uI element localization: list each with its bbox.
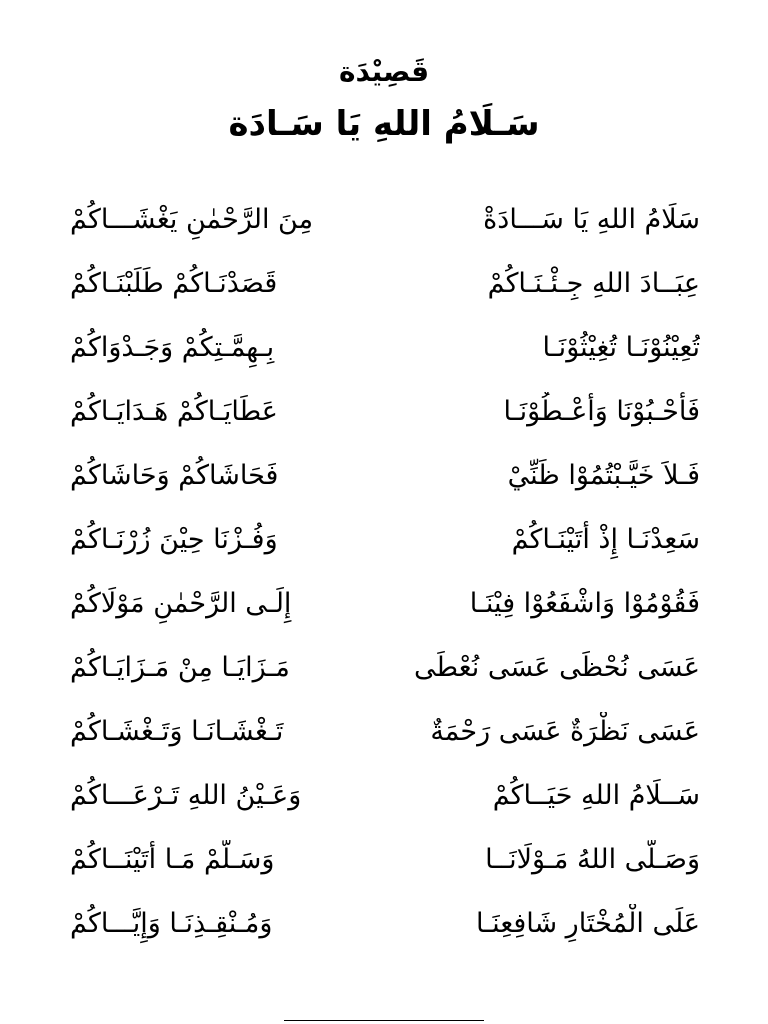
verse-first-hemistich: عَلَى الْمُخْتَارِ شَافِعِنَـا <box>476 908 700 939</box>
verse-second-hemistich: قَصَدْنَـاكُمْ طَلَبْنَـاكُمْ <box>70 268 278 299</box>
verse-first-hemistich: عَسَى نُحْظَى عَسَى نُعْطَى <box>414 652 700 683</box>
verse-first-hemistich: سَلَامُ اللهِ يَا سَـــادَةْ <box>483 204 700 235</box>
verse-second-hemistich: إِلَـى الرَّحْمٰنِ مَوْلَاكُمْ <box>70 588 292 619</box>
verse-second-hemistich: تَـغْشَـانَـا وَتَـغْشَـاكُمْ <box>70 716 284 747</box>
verse-second-hemistich: وَفُـزْنَا حِيْنَ زُرْنَـاكُمْ <box>70 524 278 555</box>
verse-first-hemistich: وَصَـلَّى اللهُ مَـوْلَانَــا <box>485 844 700 875</box>
verse-row <box>70 316 700 380</box>
verse-second-hemistich: مَـزَايَـا مِنْ مَـزَايَـاكُمْ <box>70 652 290 683</box>
verse-first-hemistich: سَعِدْنَـا إِذْ أَتَيْنَـاكُمْ <box>511 524 700 555</box>
verse-row <box>70 252 700 316</box>
verse-first-hemistich: فَـلاَ خَيَّـبْتُمُوْا ظَنِّيْ <box>507 460 700 491</box>
verse-first-hemistich: فَقُوْمُوْا وَاشْفَعُوْا فِيْنَـا <box>469 588 700 619</box>
verse-first-hemistich: فَأَحْـبُوْنَا وَأَعْـطُوْنَـا <box>503 396 700 427</box>
verse-first-hemistich: تُعِيْنُوْنَـا تُغِيْثُوْنَـا <box>542 332 700 363</box>
verse-row <box>70 892 700 956</box>
verse-row <box>70 572 700 636</box>
verse-row <box>70 380 700 444</box>
poem-title: قَصِيْدَة <box>338 55 430 88</box>
verse-first-hemistich: سَــلَامُ اللهِ حَيَــاكُمْ <box>492 780 700 811</box>
verse-second-hemistich: فَحَاشَاكُمْ وَحَاشَاكُمْ <box>70 460 279 491</box>
verse-second-hemistich: وَعَـيْنُ اللهِ تَـرْعَـــاكُمْ <box>70 780 302 811</box>
verse-row <box>70 188 700 252</box>
verse-first-hemistich: عَسَى نَظْرَةٌ عَسَى رَحْمَةٌ <box>430 716 700 747</box>
verse-second-hemistich: وَسَـلَّمْ مَـا أَتَيْنَــاكُمْ <box>70 844 275 875</box>
verse-row <box>70 444 700 508</box>
verse-row <box>70 700 700 764</box>
verse-second-hemistich: عَطَايَـاكُمْ هَـدَايَـاكُمْ <box>70 396 278 427</box>
verse-row <box>70 508 700 572</box>
verse-row <box>70 764 700 828</box>
footer-divider <box>284 1020 484 1021</box>
verse-list <box>70 188 700 956</box>
verse-second-hemistich: بِـهِمَّـتِكُمْ وَجَـدْوَاكُمْ <box>70 332 275 363</box>
poem-subtitle: سَـلَامُ اللهِ يَا سَـادَة <box>228 104 540 144</box>
verse-second-hemistich: وَمُـنْقِـذِنَـا وَإِيَّـــاكُمْ <box>70 908 273 939</box>
verse-row <box>70 828 700 892</box>
verse-second-hemistich: مِنَ الرَّحْمٰنِ يَغْشَـــاكُمْ <box>70 204 314 235</box>
verse-first-hemistich: عِبَــادَ اللهِ جِـئْـنَـاكُمْ <box>487 268 700 299</box>
verse-row <box>70 636 700 700</box>
